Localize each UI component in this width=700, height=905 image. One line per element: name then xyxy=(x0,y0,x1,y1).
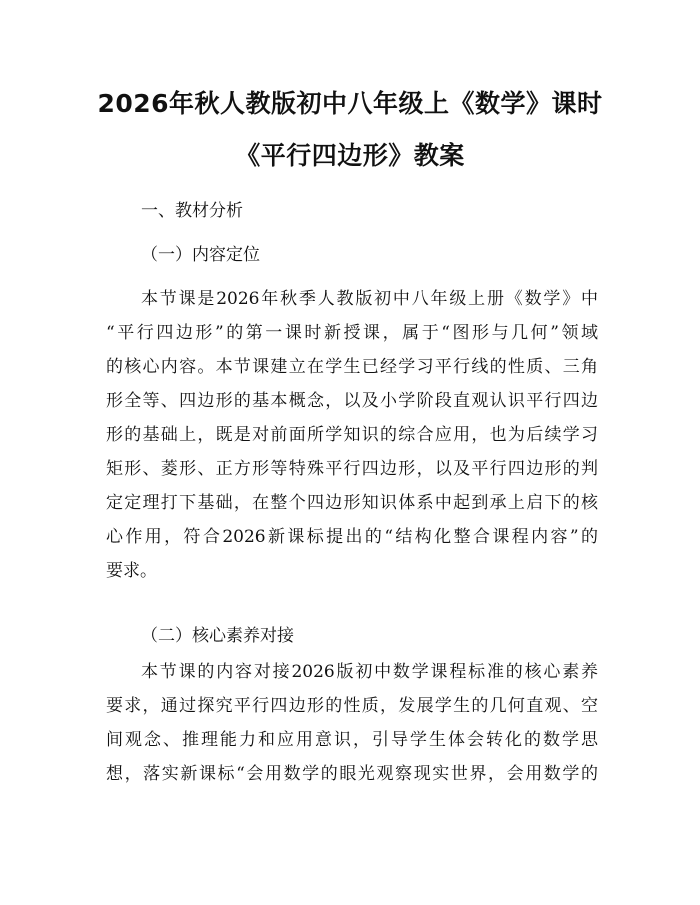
paragraph-line: 的核心内容。本节课建立在学生已经学习平行线的性质、三角 xyxy=(106,357,598,377)
document-title-line1: 2026年秋人教版初中八年级上《数学》课时 xyxy=(97,89,603,118)
paragraph-line: 形全等、四边形的基本概念，以及小学阶段直观认识平行四边 xyxy=(106,391,598,411)
paragraph-line: 矩形、菱形、正方形等特殊平行四边形，以及平行四边形的判 xyxy=(106,459,598,479)
section-heading-textbook-analysis: 一、教材分析 xyxy=(141,201,243,221)
document-title-line2: 《平行四边形》教案 xyxy=(235,141,465,170)
subsection-heading-content-positioning: （一）内容定位 xyxy=(141,245,260,265)
paragraph-line: 本节课的内容对接2026版初中数学课程标准的核心素养 xyxy=(141,662,598,682)
paragraph-line: 心作用，符合2026新课标提出的“结构化整合课程内容”的 xyxy=(106,527,598,547)
paragraph-line: 间观念、推理能力和应用意识，引导学生体会转化的数学思 xyxy=(106,730,598,750)
paragraph-content-positioning xyxy=(106,282,598,588)
paragraph-core-literacy xyxy=(106,655,598,791)
subsection-heading-core-literacy: （二）核心素养对接 xyxy=(141,626,294,646)
paragraph-line: 形的基础上，既是对前面所学知识的综合应用，也为后续学习 xyxy=(106,425,598,445)
paragraph-line: “平行四边形”的第一课时新授课，属于“图形与几何”领域 xyxy=(106,323,598,343)
paragraph-line: 想，落实新课标“会用数学的眼光观察现实世界，会用数学的 xyxy=(106,764,598,784)
paragraph-line: 要求，通过探究平行四边形的性质，发展学生的几何直观、空 xyxy=(106,696,598,716)
paragraph-line: 本节课是2026年秋季人教版初中八年级上册《数学》中 xyxy=(141,289,598,309)
paragraph-line: 定定理打下基础，在整个四边形知识体系中起到承上启下的核 xyxy=(106,493,598,513)
paragraph-line: 要求。 xyxy=(106,561,157,581)
